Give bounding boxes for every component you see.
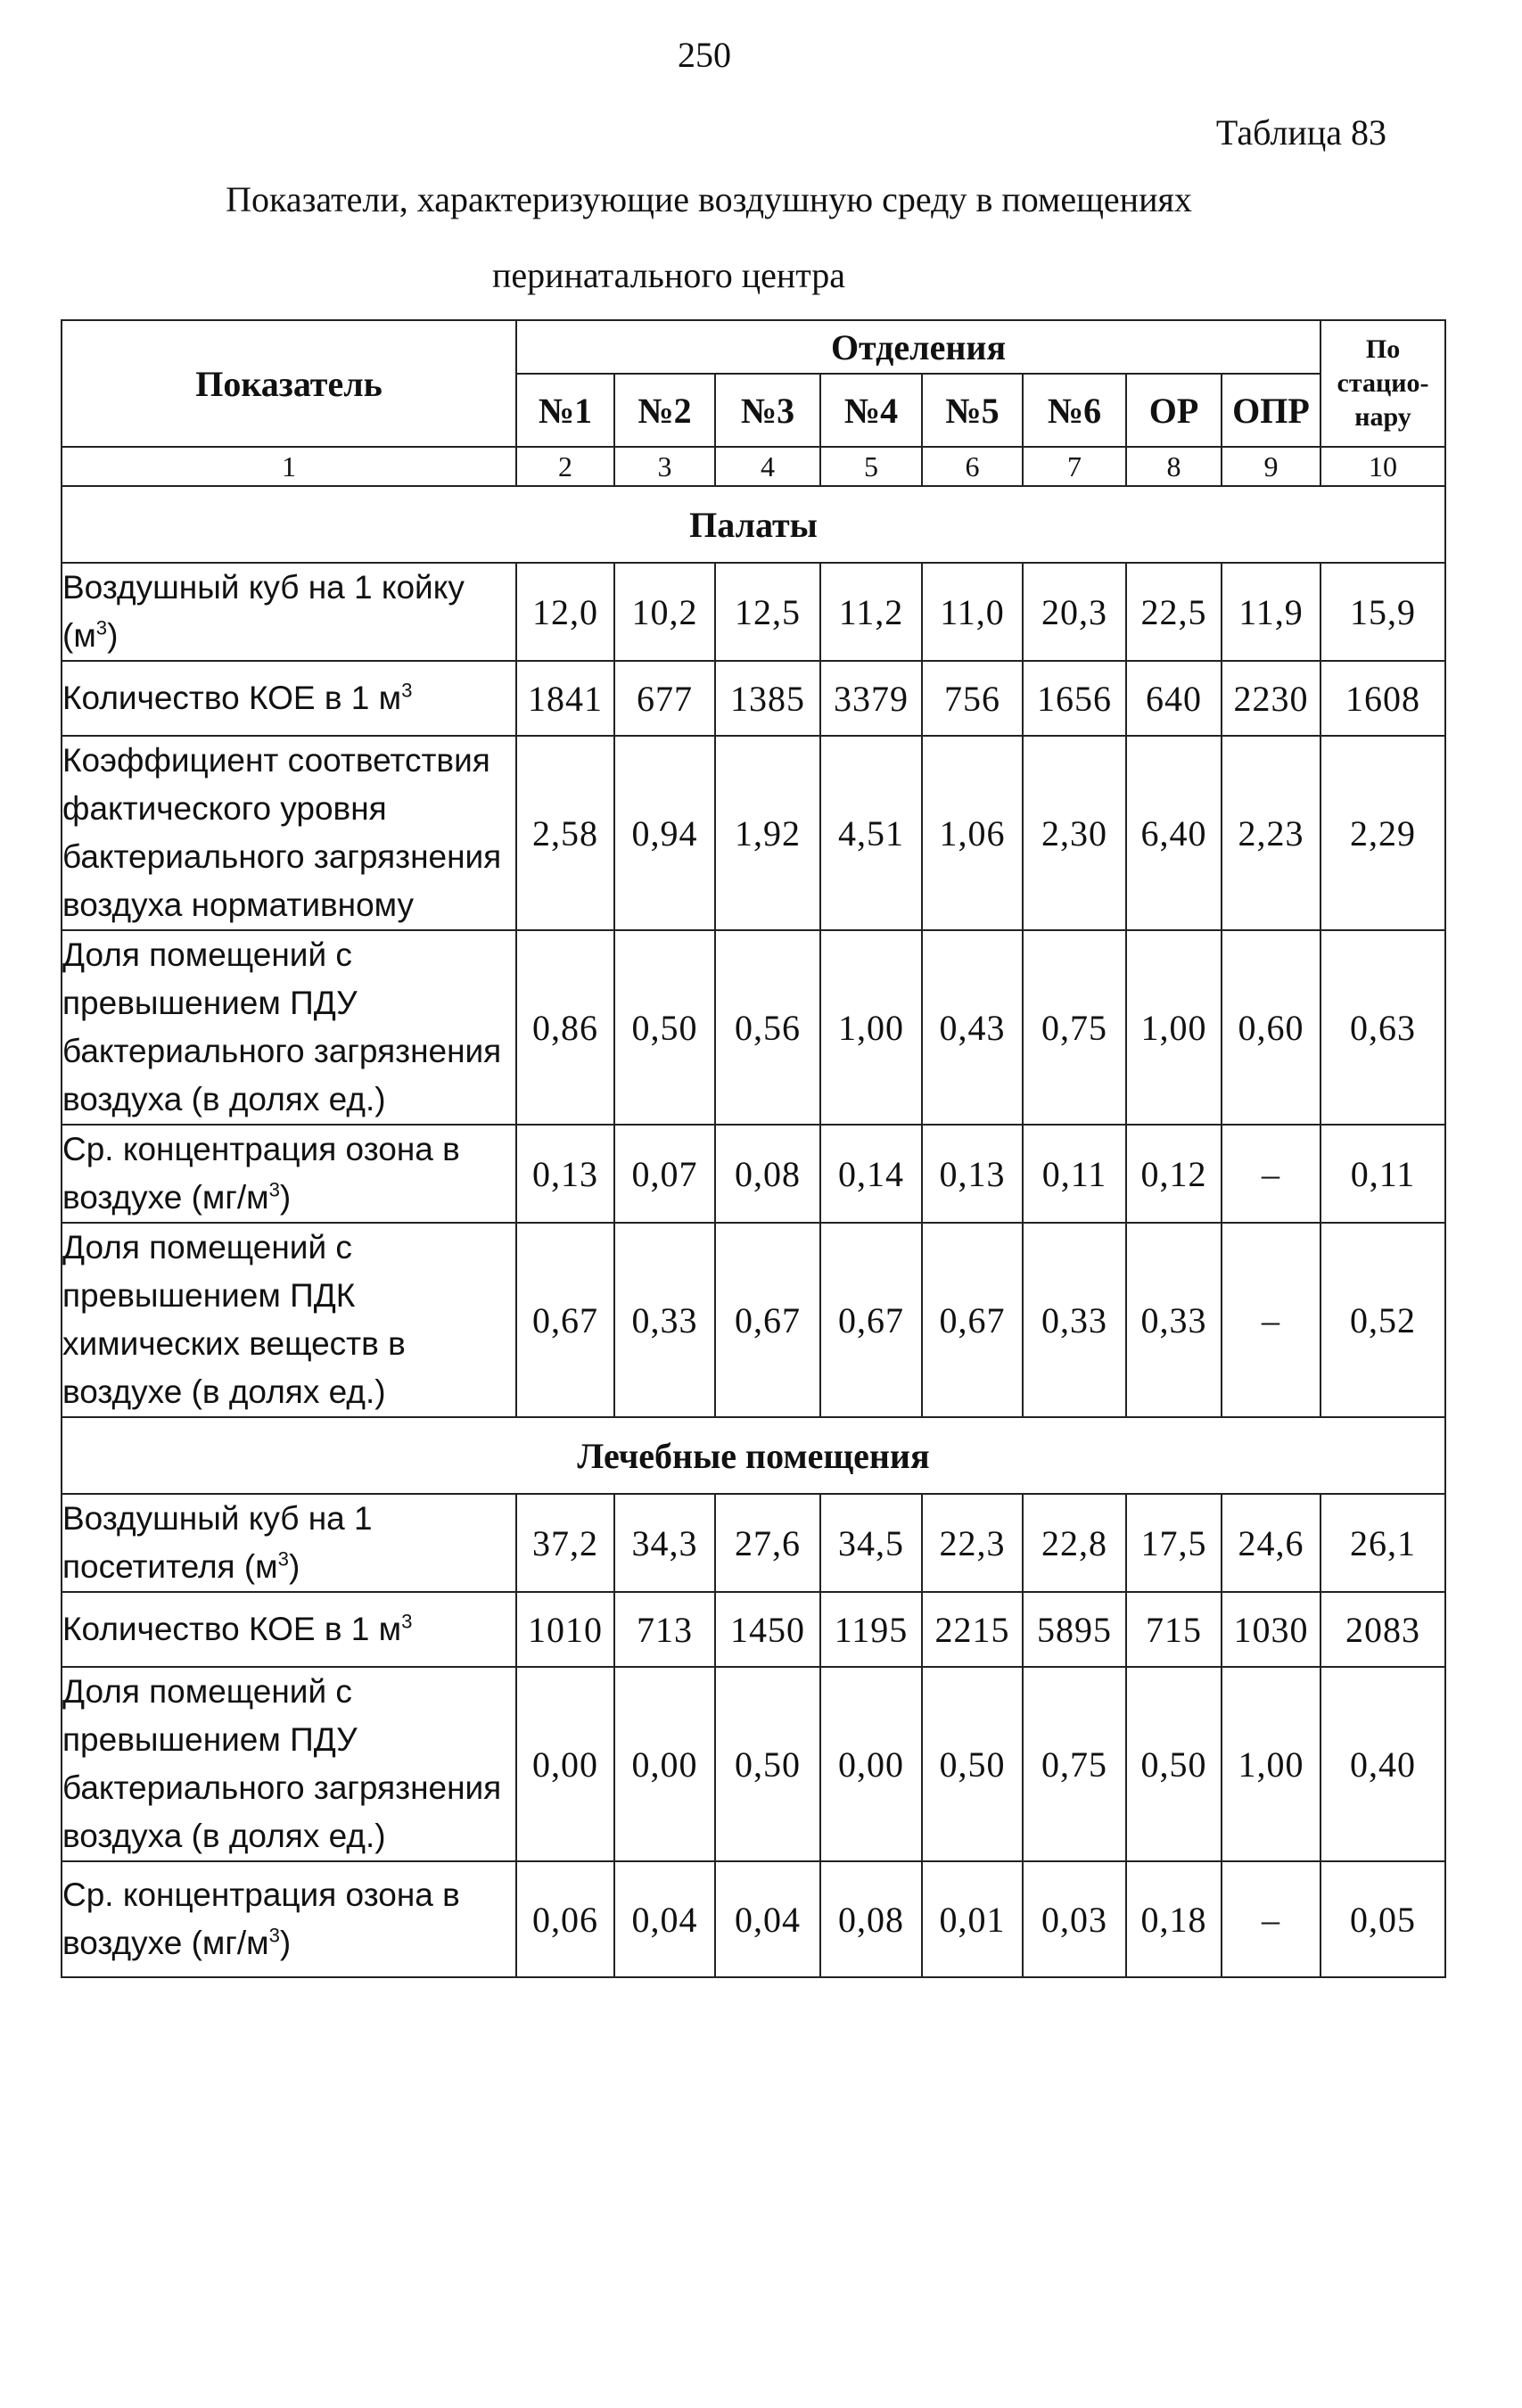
row-value: 1030: [1222, 1592, 1320, 1667]
row-value: 640: [1126, 661, 1222, 736]
row-value: 2083: [1320, 1592, 1445, 1667]
column-number-2: 2: [516, 447, 614, 486]
row-value: 0,67: [516, 1223, 614, 1417]
row-value: 0,04: [614, 1861, 715, 1977]
row-value: 10,2: [614, 563, 715, 661]
row-value: 0,56: [715, 930, 820, 1125]
row-value: 5895: [1023, 1592, 1126, 1667]
row-value: 0,86: [516, 930, 614, 1125]
row-label: Коэффициент соответствия фактического уровня бактериального загрязнения воздуха нормативному: [62, 736, 516, 930]
table-row: [62, 1223, 1445, 1417]
row-value: 0,50: [614, 930, 715, 1125]
row-value: 0,03: [1023, 1861, 1126, 1977]
row-value: –: [1222, 1861, 1320, 1977]
row-value: 0,11: [1320, 1125, 1445, 1223]
row-value: 0,14: [820, 1125, 922, 1223]
row-value: 0,08: [820, 1861, 922, 1977]
row-value: 0,43: [922, 930, 1023, 1125]
row-value: 6,40: [1126, 736, 1222, 930]
header-department-8: ОПР: [1222, 374, 1320, 447]
row-value: 11,2: [820, 563, 922, 661]
column-number-6: 6: [922, 447, 1023, 486]
header-department-5: №5: [922, 374, 1023, 447]
row-label: Воздушный куб на 1 посетителя $(м^3)$: [62, 1494, 516, 1592]
row-label: Количество КОЕ в 1 $м^3$: [62, 1592, 516, 1667]
header-departments: Отделения: [516, 320, 1320, 374]
row-value: 0,08: [715, 1125, 820, 1223]
row-value: 0,18: [1126, 1861, 1222, 1977]
column-number-9: 9: [1222, 447, 1320, 486]
table-row: [62, 736, 1445, 930]
row-value: 0,33: [1126, 1223, 1222, 1417]
row-label: Доля помещений с превышением ПДУ бактериального загрязнения воздуха (в долях ед.): [62, 930, 516, 1125]
row-value: 715: [1126, 1592, 1222, 1667]
row-value: 1,92: [715, 736, 820, 930]
row-label: Воздушный куб на 1 койку $(м^3)$: [62, 563, 516, 661]
table-row: [62, 1667, 1445, 1861]
column-number-4: 4: [715, 447, 820, 486]
row-value: 1656: [1023, 661, 1126, 736]
header-department-6: №6: [1023, 374, 1126, 447]
row-label: Ср. концентрация озона в воздухе $(мг/м^3)$: [62, 1125, 516, 1223]
row-value: 1,00: [820, 930, 922, 1125]
row-value: 0,33: [1023, 1223, 1126, 1417]
row-value: 12,5: [715, 563, 820, 661]
row-value: 37,2: [516, 1494, 614, 1592]
row-value: 1450: [715, 1592, 820, 1667]
row-label: Ср. концентрация озона в воздухе $(мг/м^3)$: [62, 1861, 516, 1977]
row-value: 0,60: [1222, 930, 1320, 1125]
column-number-3: 3: [614, 447, 715, 486]
header-department-4: №4: [820, 374, 922, 447]
row-value: 20,3: [1023, 563, 1126, 661]
row-value: 0,13: [922, 1125, 1023, 1223]
row-value: 2,58: [516, 736, 614, 930]
row-value: 34,5: [820, 1494, 922, 1592]
row-value: 0,00: [820, 1667, 922, 1861]
row-label: Доля помещений с превышением ПДУ бактериального загрязнения воздуха (в долях ед.): [62, 1667, 516, 1861]
row-value: 0,63: [1320, 930, 1445, 1125]
row-value: 1010: [516, 1592, 614, 1667]
row-value: 2230: [1222, 661, 1320, 736]
row-value: 11,9: [1222, 563, 1320, 661]
column-number-1: 1: [62, 447, 516, 486]
row-value: 1195: [820, 1592, 922, 1667]
row-value: 1841: [516, 661, 614, 736]
row-value: 34,3: [614, 1494, 715, 1592]
page-number: 250: [678, 35, 731, 75]
table-row: [62, 930, 1445, 1125]
row-value: 677: [614, 661, 715, 736]
row-value: 0,00: [614, 1667, 715, 1861]
row-value: 0,01: [922, 1861, 1023, 1977]
row-value: 0,75: [1023, 1667, 1126, 1861]
table-row: [62, 1861, 1445, 1977]
row-value: 15,9: [1320, 563, 1445, 661]
row-value: 0,67: [715, 1223, 820, 1417]
row-value: 3379: [820, 661, 922, 736]
row-value: 0,52: [1320, 1223, 1445, 1417]
row-value: 1608: [1320, 661, 1445, 736]
header-department-7: ОР: [1126, 374, 1222, 447]
table-row: [62, 1125, 1445, 1223]
row-label: Доля помещений с превышением ПДК химических веществ в воздухе (в долях ед.): [62, 1223, 516, 1417]
table-title-line-1: Показатели, характеризующие воздушную среду в помещениях: [226, 179, 1192, 219]
indicators-table: [61, 319, 1446, 1978]
row-value: 1,00: [1126, 930, 1222, 1125]
row-value: 0,13: [516, 1125, 614, 1223]
row-value: 4,51: [820, 736, 922, 930]
column-number-5: 5: [820, 447, 922, 486]
row-value: 0,75: [1023, 930, 1126, 1125]
row-value: 0,50: [715, 1667, 820, 1861]
row-value: 1,06: [922, 736, 1023, 930]
row-value: 0,11: [1023, 1125, 1126, 1223]
row-value: 1385: [715, 661, 820, 736]
column-number-10: 10: [1320, 447, 1445, 486]
row-value: 0,00: [516, 1667, 614, 1861]
row-value: 22,3: [922, 1494, 1023, 1592]
row-value: 0,67: [922, 1223, 1023, 1417]
header-department-2: №2: [614, 374, 715, 447]
row-value: 0,50: [1126, 1667, 1222, 1861]
row-value: 22,8: [1023, 1494, 1126, 1592]
row-value: 756: [922, 661, 1023, 736]
header-indicator: Показатель: [62, 320, 516, 447]
header-total: По стацио-нару: [1320, 320, 1445, 447]
section-title: Лечебные помещения: [62, 1417, 1445, 1494]
table-title-line-2: перинатального центра: [491, 255, 846, 295]
column-number-7: 7: [1023, 447, 1126, 486]
row-value: 0,07: [614, 1125, 715, 1223]
row-value: 0,67: [820, 1223, 922, 1417]
row-value: 0,94: [614, 736, 715, 930]
row-value: 24,6: [1222, 1494, 1320, 1592]
row-value: 2,29: [1320, 736, 1445, 930]
row-value: 2215: [922, 1592, 1023, 1667]
row-value: 1,00: [1222, 1667, 1320, 1861]
row-value: 0,05: [1320, 1861, 1445, 1977]
table-row: [62, 563, 1445, 661]
row-value: 0,12: [1126, 1125, 1222, 1223]
row-label: Количество КОЕ в 1 $м^3$: [62, 661, 516, 736]
row-value: 0,04: [715, 1861, 820, 1977]
row-value: 2,23: [1222, 736, 1320, 930]
row-value: 2,30: [1023, 736, 1126, 930]
row-value: 11,0: [922, 563, 1023, 661]
row-value: 22,5: [1126, 563, 1222, 661]
table-row: [62, 661, 1445, 736]
table-label: Таблица 83: [1215, 112, 1386, 153]
row-value: –: [1222, 1223, 1320, 1417]
row-value: 0,33: [614, 1223, 715, 1417]
table-row: [62, 1592, 1445, 1667]
row-value: 12,0: [516, 563, 614, 661]
row-value: –: [1222, 1125, 1320, 1223]
row-value: 17,5: [1126, 1494, 1222, 1592]
column-number-8: 8: [1126, 447, 1222, 486]
table-row: [62, 1494, 1445, 1592]
row-value: 0,40: [1320, 1667, 1445, 1861]
header-department-3: №3: [715, 374, 820, 447]
row-value: 26,1: [1320, 1494, 1445, 1592]
row-value: 0,06: [516, 1861, 614, 1977]
header-department-1: №1: [516, 374, 614, 447]
row-value: 713: [614, 1592, 715, 1667]
row-value: 0,50: [922, 1667, 1023, 1861]
row-value: 27,6: [715, 1494, 820, 1592]
section-title: Палаты: [62, 486, 1445, 563]
